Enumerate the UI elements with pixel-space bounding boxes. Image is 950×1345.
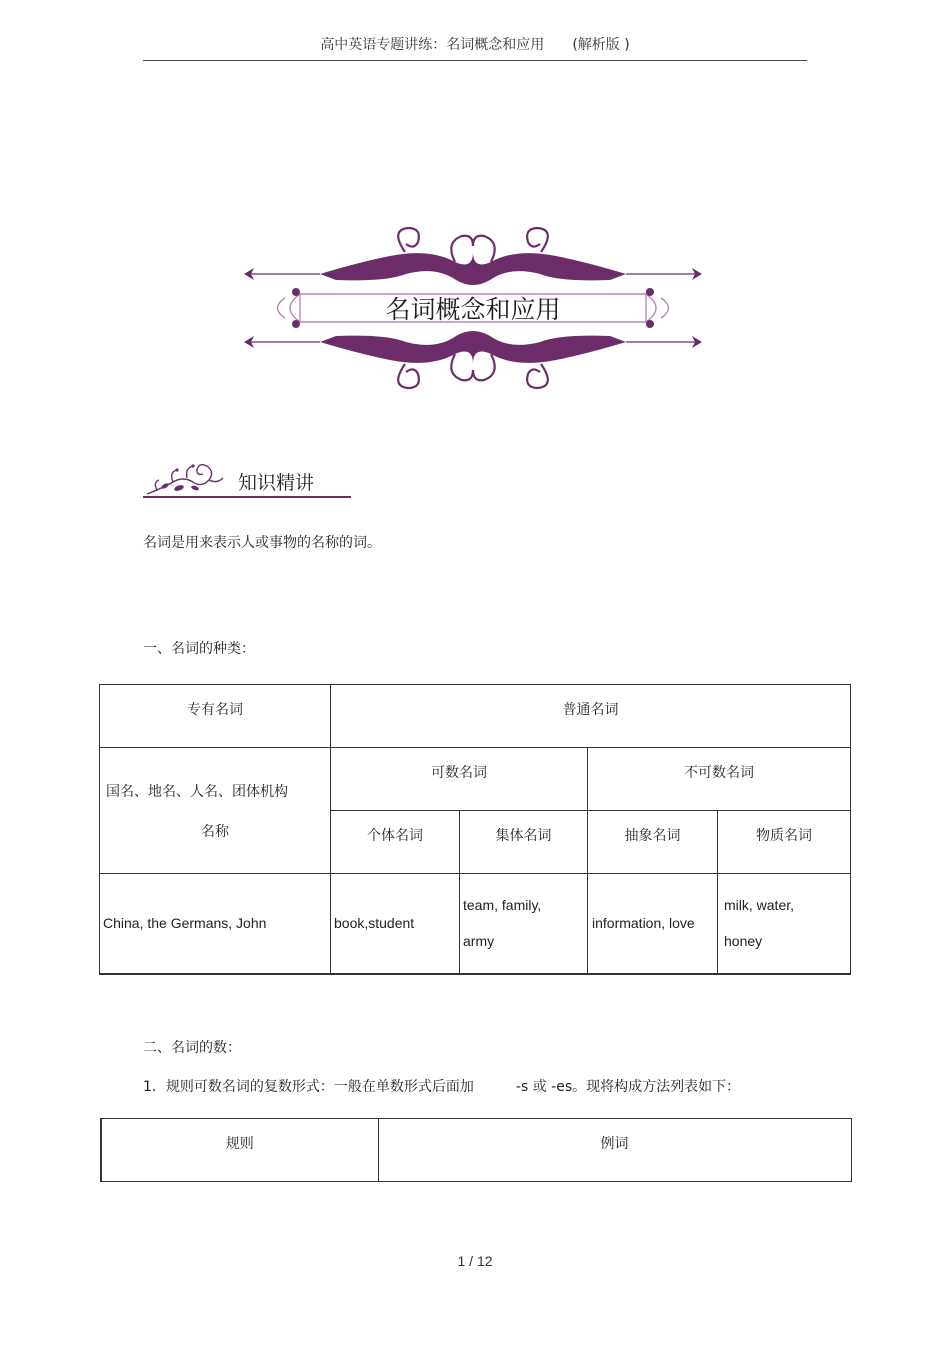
- part2-heading: 二、名词的数：: [143, 1040, 241, 1056]
- ex-material: [718, 874, 851, 974]
- th-material: 物质名词: [718, 811, 851, 874]
- page-number: 1 / 12: [457, 1253, 493, 1269]
- ex-collective-line2: army: [463, 933, 495, 950]
- rule1-text: [143, 1076, 740, 1096]
- section-underline: [143, 496, 351, 498]
- th-proper-noun: 专有名词: [100, 685, 331, 748]
- part1-heading: 一、名词的种类：: [143, 641, 255, 657]
- proper-desc-line2: 名称: [201, 823, 229, 840]
- main-title: 名词概念和应用: [385, 295, 561, 324]
- ex-material-line2: honey: [724, 933, 763, 950]
- section-heading: [143, 458, 353, 500]
- th-collective: 集体名词: [460, 811, 588, 874]
- page-header: [143, 34, 807, 61]
- header-edition: (解析版 ): [572, 37, 630, 53]
- rule1-text-b: -s 或 -es。现将构成方法列表如下：: [515, 1079, 741, 1095]
- ex-proper: China, the Germans, John: [100, 874, 331, 974]
- th-rule: 规则: [101, 1119, 378, 1182]
- th-common-noun: 普通名词: [331, 685, 851, 748]
- rule1-text-a: 1．规则可数名词的复数形式：一般在单数形式后面加: [143, 1079, 474, 1095]
- section-title: 知识精讲: [238, 472, 315, 494]
- proper-desc-line1: 国名、地名、人名、团体机构: [106, 783, 288, 800]
- intro-text: 名词是用来表示人或事物的名称的词。: [143, 535, 381, 551]
- ex-collective: [460, 874, 588, 974]
- header-title: 高中英语专题讲练：名词概念和应用: [320, 37, 545, 53]
- ex-individual: book,student: [331, 874, 460, 974]
- proper-noun-desc: [100, 748, 331, 874]
- ex-collective-line1: team, family,: [463, 897, 542, 914]
- plural-rules-table: [100, 1118, 852, 1182]
- th-individual: 个体名词: [331, 811, 460, 874]
- th-abstract: 抽象名词: [588, 811, 718, 874]
- floral-ornament-icon: [143, 458, 233, 498]
- ex-material-line1: milk, water,: [724, 897, 795, 914]
- th-example: 例词: [378, 1119, 851, 1182]
- ex-abstract: information, love: [588, 874, 718, 974]
- th-countable: 可数名词: [331, 748, 588, 811]
- th-uncountable: 不可数名词: [588, 748, 851, 811]
- noun-types-table: [99, 684, 851, 975]
